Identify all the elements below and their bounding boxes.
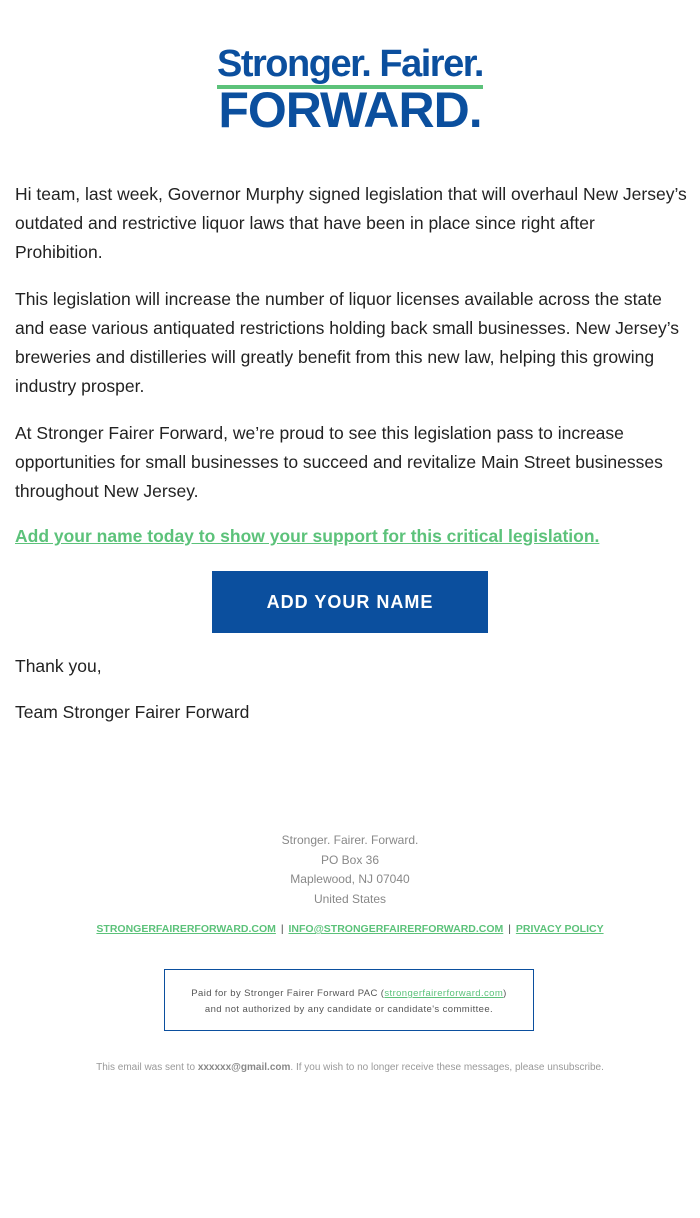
privacy-policy-link[interactable]: PRIVACY POLICY: [515, 923, 604, 935]
disclaimer-website-link[interactable]: strongerfairerforward.com: [384, 988, 504, 999]
logo-line2: FORWARD.: [218, 82, 482, 138]
separator: |: [508, 923, 511, 935]
paid-for-disclaimer: [164, 969, 534, 1031]
disclaimer-line1: Paid for by Stronger Fairer Forward PAC (strongerfairerforward.com): [191, 988, 507, 999]
footer-country: United States: [313, 891, 387, 906]
paragraph-1: Hi team, last week, Governor Murphy signed legislation that will overhaul New Jersey’s outdated and restrictive liquor laws that have been in place since right after Prohibition.: [15, 184, 687, 262]
logo: [0, 43, 700, 138]
footer-city: Maplewood, NJ 07040: [290, 872, 410, 886]
thank-you-text: Thank you,: [15, 656, 102, 676]
footer-address: [0, 831, 700, 909]
add-name-link[interactable]: Add your name today to show your support for this critical legislation.: [15, 526, 600, 546]
signature: Team Stronger Fairer Forward: [15, 702, 250, 722]
logo-line1: Stronger. Fairer.: [0, 44, 700, 84]
paragraph-2: This legislation will increase the number of liquor licenses available across the state and ease various antiquated restrictions holding back small businesses. New Jersey’s breweries and distilleries will greatly benefit from this new law, helping this growing industry prosper.: [15, 289, 680, 396]
email-body: [15, 180, 687, 524]
unsubscribe-text[interactable]: . If you wish to no longer receive these messages, please unsubscribe.: [290, 1062, 604, 1073]
paragraph-3: At Stronger Fairer Forward, we’re proud to see this legislation pass to increase opportunities for small businesses to succeed and revitalize Main Street businesses throughout New Jersey.: [15, 423, 663, 501]
add-your-name-button[interactable]: ADD YOUR NAME: [212, 571, 488, 633]
footer-po-box: PO Box 36: [320, 852, 380, 867]
unsubscribe-notice: This email was sent to xxxxxx@gmail.com. If you wish to no longer receive these messages, please unsubscribe.: [96, 1062, 604, 1073]
email-link[interactable]: INFO@STRONGERFAIRERFORWARD.COM: [288, 923, 504, 935]
footer-org: Stronger. Fairer. Forward.: [281, 833, 419, 847]
website-link[interactable]: STRONGERFAIRERFORWARD.COM: [96, 923, 276, 935]
footer-links: [0, 923, 700, 935]
recipient-email: xxxxxx@gmail.com: [197, 1062, 291, 1073]
separator: |: [280, 923, 284, 935]
disclaimer-line2: and not authorized by any candidate or candidate's committee.: [204, 1004, 494, 1015]
